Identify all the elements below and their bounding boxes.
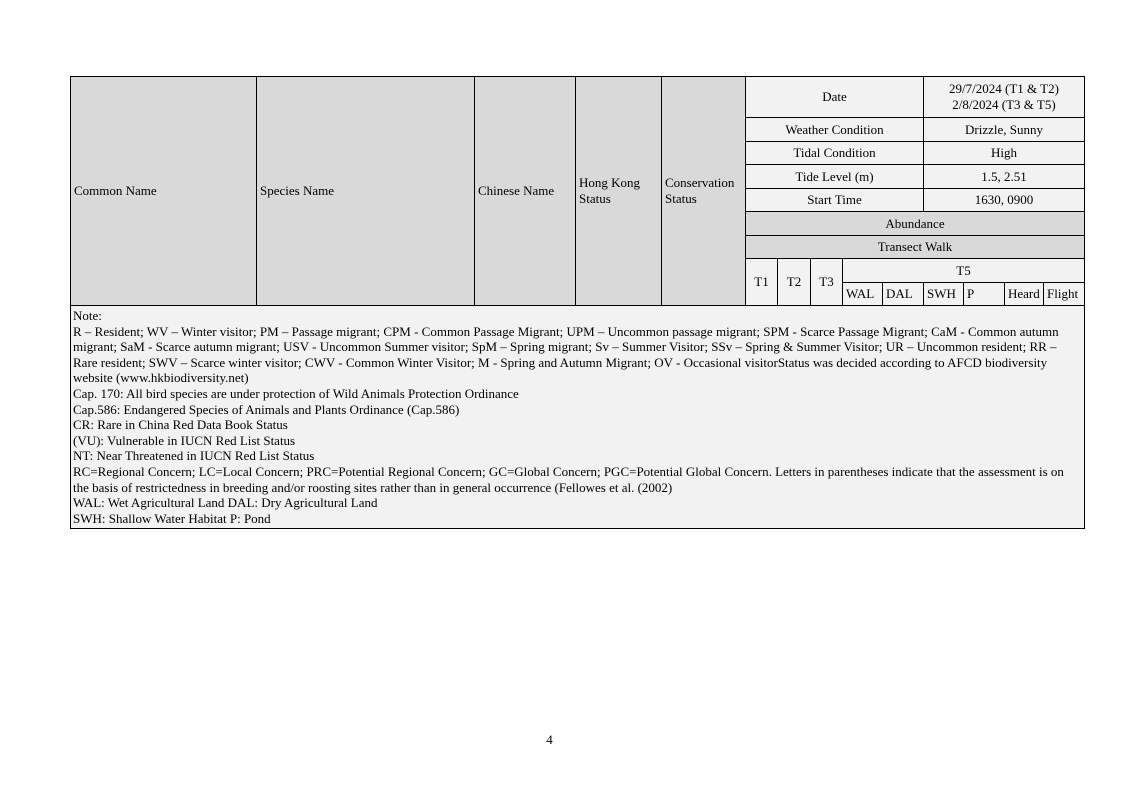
start-time-label: Start Time	[746, 189, 924, 212]
bird-survey-table	[70, 76, 1085, 529]
note-swh-p: SWH: Shallow Water Habitat P: Pond	[73, 510, 271, 526]
col-t2: T2	[778, 259, 811, 306]
note-nt: NT: Near Threatened in IUCN Red List Status	[73, 448, 315, 464]
col-t5-wal: WAL	[843, 283, 883, 306]
header-hk-status: Hong Kong Status	[576, 77, 662, 306]
col-t1: T1	[746, 259, 778, 306]
weather-value: Drizzle, Sunny	[924, 118, 1085, 142]
tide-level-value: 1.5, 2.51	[924, 165, 1085, 189]
tidal-label: Tidal Condition	[746, 142, 924, 165]
date-value-line1: 29/7/2024 (T1 & T2)	[949, 81, 1059, 97]
note-wal-dal: WAL: Wet Agricultural Land DAL: Dry Agricultural Land	[73, 495, 378, 511]
col-t5-swh: SWH	[924, 283, 964, 306]
weather-label: Weather Condition	[746, 118, 924, 142]
note-vu: (VU): Vulnerable in IUCN Red List Status	[73, 432, 296, 448]
note-concern-codes: RC=Regional Concern; LC=Local Concern; PRC=Potential Regional Concern; GC=Global Concern; PGC=Potential Global Concern. Letters in parentheses indicate that the assessment is on the basis of restrictedness in breeding and/or roosting sites rather than in general occurrence (Fellowes et al. (2002)	[73, 463, 1064, 495]
date-value-line2: 2/8/2024 (T3 & T5)	[952, 97, 1056, 112]
tidal-value: High	[924, 142, 1085, 165]
header-common-name: Common Name	[71, 77, 257, 306]
note-cap-586: Cap.586: Endangered Species of Animals and Plants Ordinance (Cap.586)	[73, 401, 460, 417]
header-conservation-status: Conservation Status	[662, 77, 746, 306]
col-t5: T5	[843, 259, 1085, 283]
col-t3: T3	[811, 259, 843, 306]
abundance-label: Abundance	[746, 212, 1085, 236]
col-t5-flight: Flight	[1044, 283, 1085, 306]
note-cap-170: Cap. 170: All bird species are under protection of Wild Animals Protection Ordinance	[73, 385, 519, 401]
note-heading: Note:	[73, 308, 102, 323]
note-status-codes: R – Resident; WV – Winter visitor; PM – Passage migrant; CPM - Common Passage Migrant; UPM – Uncommon passage migrant; SPM - Scarce Passage Migrant; CaM - Common autumn migrant; SaM - Scarce autumn migrant; USV - Uncommon Summer visitor; SpM – Spring migrant; Sv – Summer Visitor; SSv – Spring & Summer Visitor; UR – Uncommon resident; RR – Rare resident; SWV – Scarce winter visitor; CWV - Common Winter Visitor; M - Spring and Autumn Migrant; OV - Occasional visitorStatus was decided according to AFCD biodiversity website (www.hkbiodiversity.net)	[73, 323, 1059, 386]
col-t5-heard: Heard	[1005, 283, 1044, 306]
tide-level-label: Tide Level (m)	[746, 165, 924, 189]
transect-walk-label: Transect Walk	[746, 236, 1085, 259]
notes-cell	[71, 306, 1085, 529]
date-label: Date	[746, 77, 924, 118]
note-cr: CR: Rare in China Red Data Book Status	[73, 417, 288, 433]
date-value	[924, 77, 1085, 118]
col-t5-pond: P	[964, 283, 1005, 306]
start-time-value: 1630, 0900	[924, 189, 1085, 212]
col-t5-dal: DAL	[883, 283, 924, 306]
page-number: 4	[546, 732, 553, 747]
header-species-name: Species Name	[257, 77, 475, 306]
header-chinese-name: Chinese Name	[475, 77, 576, 306]
